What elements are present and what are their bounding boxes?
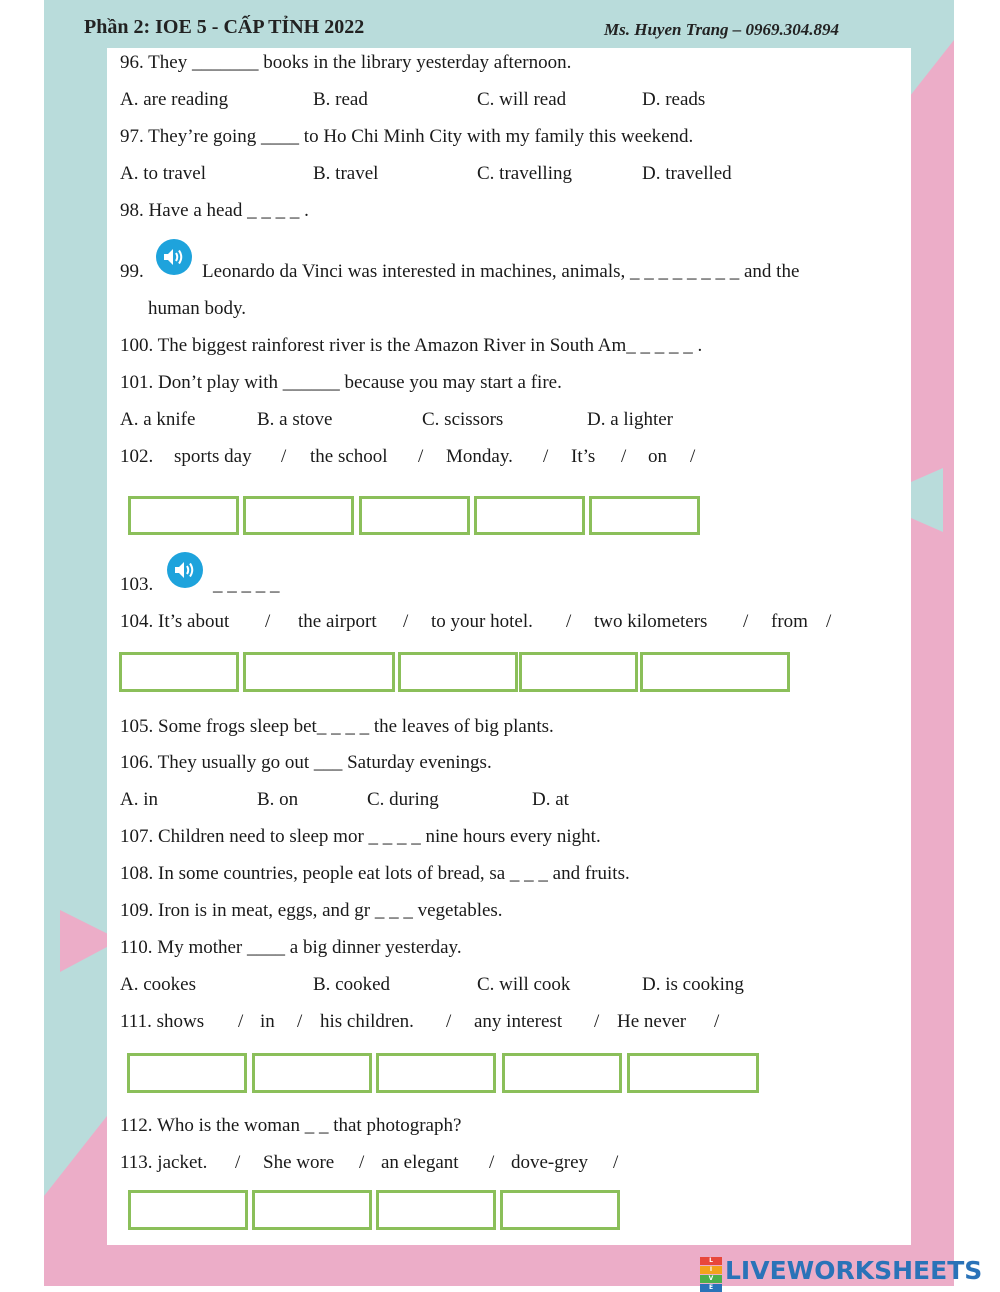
word-separator: /	[235, 1152, 241, 1173]
word-separator: /	[446, 1011, 452, 1032]
word-separator: /	[621, 446, 627, 467]
question-110: 110. My mother ____ a big dinner yesterday.	[120, 937, 462, 958]
page-title: Phần 2: IOE 5 - CẤP TỈNH 2022	[84, 16, 365, 38]
answer-box-104-3[interactable]	[398, 652, 518, 692]
option-97-a[interactable]: A. to travel	[120, 163, 207, 184]
word-chip: 104. It’s about	[120, 611, 230, 632]
word-chip: dove-grey	[511, 1152, 589, 1173]
word-separator: /	[418, 446, 424, 467]
answer-box-111-2[interactable]	[252, 1053, 372, 1093]
question-102-number: 102.	[120, 446, 154, 467]
question-96: 96. They _______ books in the library yesterday afternoon.	[120, 52, 572, 73]
option-110-a[interactable]: A. cookes	[120, 974, 196, 995]
word-separator: /	[594, 1011, 600, 1032]
answer-box-102-4[interactable]	[474, 496, 585, 535]
question-103-number: 103.	[120, 574, 154, 595]
word-chip: his children.	[320, 1011, 414, 1032]
question-100: 100. The biggest rainforest river is the Amazon River in South Am_ _ _ _ _ .	[120, 335, 703, 356]
word-chip: from	[771, 611, 808, 632]
word-separator: /	[403, 611, 409, 632]
word-chip: She wore	[263, 1152, 335, 1173]
option-96-a[interactable]: A. are reading	[120, 89, 229, 110]
answer-box-111-4[interactable]	[502, 1053, 622, 1093]
word-chip: two kilometers	[594, 611, 708, 632]
option-110-c[interactable]: C. will cook	[477, 974, 571, 995]
answer-box-111-1[interactable]	[127, 1053, 247, 1093]
option-96-b[interactable]: B. read	[313, 89, 368, 110]
answer-box-113-1[interactable]	[128, 1190, 248, 1230]
word-chip: 113. jacket.	[120, 1152, 208, 1173]
question-105: 105. Some frogs sleep bet_ _ _ _ the leaves of big plants.	[120, 716, 554, 737]
question-107: 107. Children need to sleep mor _ _ _ _ nine hours every night.	[120, 826, 601, 847]
answer-box-104-2[interactable]	[243, 652, 395, 692]
speaker-icon	[163, 247, 185, 267]
audio-play-button-99[interactable]	[156, 239, 192, 275]
option-101-a[interactable]: A. a knife	[120, 409, 196, 430]
answer-box-102-3[interactable]	[359, 496, 470, 535]
question-99-continued: human body.	[148, 298, 246, 319]
speaker-icon	[174, 560, 196, 580]
word-chip: He never	[617, 1011, 687, 1032]
answer-box-102-5[interactable]	[589, 496, 700, 535]
answer-box-113-4[interactable]	[500, 1190, 620, 1230]
word-chip: the airport	[298, 611, 377, 632]
word-separator: /	[265, 611, 271, 632]
word-chip: to your hotel.	[431, 611, 533, 632]
option-110-d[interactable]: D. is cooking	[642, 974, 744, 995]
question-109: 109. Iron is in meat, eggs, and gr _ _ _ vegetables.	[120, 900, 503, 921]
option-97-c[interactable]: C. travelling	[477, 163, 572, 184]
word-chip: sports day	[174, 446, 252, 467]
option-101-c[interactable]: C. scissors	[422, 409, 504, 430]
logo-text: LIVEWORKSHEETS	[725, 1255, 983, 1285]
question-103-blank[interactable]: _ _ _ _ _	[213, 574, 280, 595]
word-chip: It’s	[571, 446, 596, 467]
question-98: 98. Have a head _ _ _ _ .	[120, 200, 309, 221]
word-separator: /	[238, 1011, 244, 1032]
option-106-b[interactable]: B. on	[257, 789, 299, 810]
question-101: 101. Don’t play with ______ because you may start a fire.	[120, 372, 562, 393]
word-separator: /	[743, 611, 749, 632]
option-96-d[interactable]: D. reads	[642, 89, 706, 110]
word-separator: /	[359, 1152, 365, 1173]
word-separator: /	[489, 1152, 495, 1173]
word-separator: /	[281, 446, 287, 467]
question-99-number: 99.	[120, 261, 144, 282]
word-separator: /	[613, 1152, 619, 1173]
word-chip: an elegant	[381, 1152, 459, 1173]
word-chip: on	[648, 446, 667, 467]
word-separator: /	[297, 1011, 303, 1032]
author-credit: Ms. Huyen Trang – 0969.304.894	[604, 20, 840, 39]
answer-box-104-1[interactable]	[119, 652, 239, 692]
word-separator: /	[714, 1011, 720, 1032]
option-106-c[interactable]: C. during	[367, 789, 439, 810]
option-110-b[interactable]: B. cooked	[313, 974, 391, 995]
liveworksheets-logo[interactable]	[700, 1255, 983, 1291]
answer-box-104-5[interactable]	[640, 652, 790, 692]
word-chip: 111. shows	[120, 1011, 205, 1032]
word-separator: /	[826, 611, 832, 632]
question-108: 108. In some countries, people eat lots of bread, sa _ _ _ and fruits.	[120, 863, 630, 884]
question-97: 97. They’re going ____ to Ho Chi Minh City with my family this weekend.	[120, 126, 694, 147]
answer-box-111-3[interactable]	[376, 1053, 496, 1093]
word-separator: /	[566, 611, 572, 632]
option-101-d[interactable]: D. a lighter	[587, 409, 674, 430]
question-99: Leonardo da Vinci was interested in machines, animals, _ _ _ _ _ _ _ _ and the	[202, 261, 800, 282]
word-chip: in	[260, 1011, 275, 1032]
audio-play-button-103[interactable]	[167, 552, 203, 588]
answer-box-113-3[interactable]	[376, 1190, 496, 1230]
answer-box-102-1[interactable]	[128, 496, 239, 535]
word-chip: the school	[310, 446, 388, 467]
option-96-c[interactable]: C. will read	[477, 89, 567, 110]
question-106: 106. They usually go out ___ Saturday evenings.	[120, 752, 492, 773]
question-112: 112. Who is the woman _ _ that photograph?	[120, 1115, 462, 1136]
option-106-d[interactable]: D. at	[532, 789, 569, 810]
word-separator: /	[543, 446, 549, 467]
answer-box-113-2[interactable]	[252, 1190, 372, 1230]
answer-box-102-2[interactable]	[243, 496, 354, 535]
word-chip: any interest	[474, 1011, 563, 1032]
option-97-d[interactable]: D. travelled	[642, 163, 732, 184]
word-chip: Monday.	[446, 446, 513, 467]
option-106-a[interactable]: A. in	[120, 789, 158, 810]
option-101-b[interactable]: B. a stove	[257, 409, 333, 430]
option-97-b[interactable]: B. travel	[313, 163, 379, 184]
answer-box-111-5[interactable]	[627, 1053, 759, 1093]
word-separator: /	[690, 446, 696, 467]
logo-mark-icon: L I V E	[700, 1257, 722, 1283]
answer-box-104-4[interactable]	[519, 652, 638, 692]
